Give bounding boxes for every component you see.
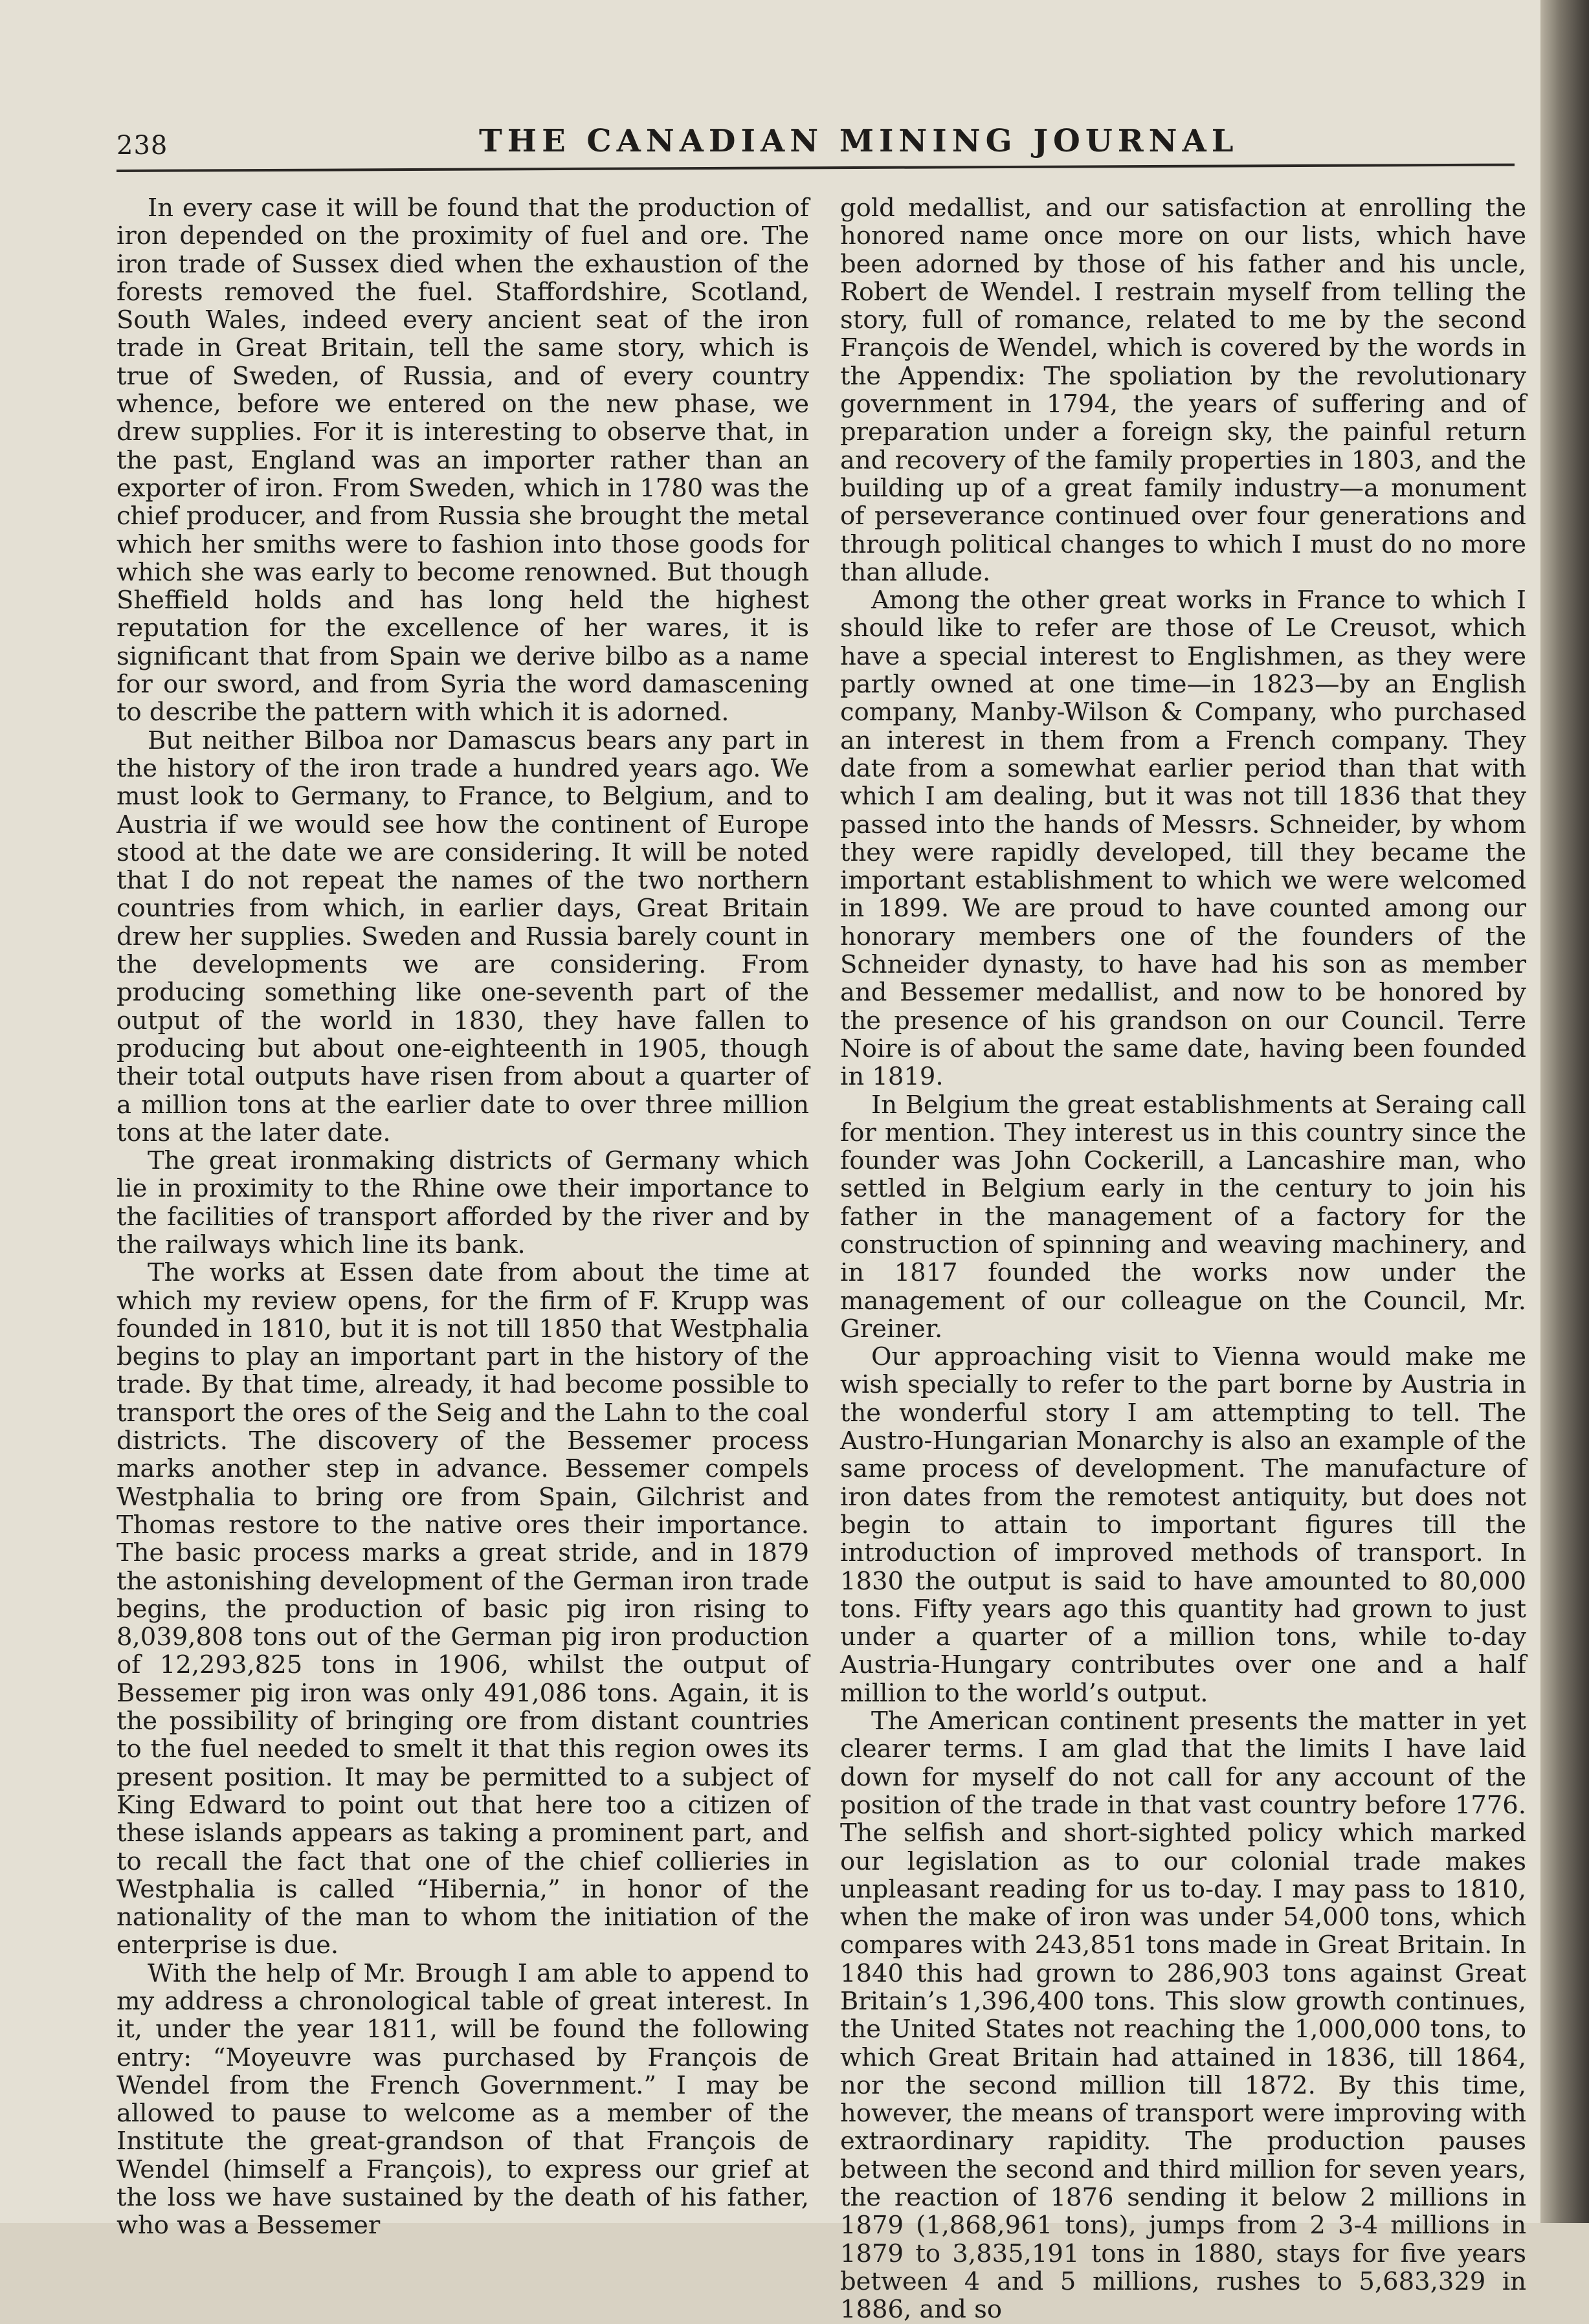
paragraph: With the help of Mr. Brough I am able to append to my address a chronological table of great interest. In it, under the year 1811, will be found the following entry: “Moyeuvre was purchased by François de Wendel from the French Government.” I may be allowed to pause to welcome as a member of the Institute the great-grandson of that François de Wendel (himself a François), to express our grief at the loss we have sustained by the death of his father, who was a Bessemer bbox=[117, 1958, 809, 2241]
book-spine-shadow bbox=[1540, 0, 1589, 2223]
paragraph: Among the other great works in France to which I should like to refer are those of Le Creusot, which have a special interest to Englishmen, as they were partly owned at one time—in 1823—by an English company, Manby-Wilson & Company, who purchased an interest in them from a French company. They date from a somewhat earlier period than that with which I am dealing, but it was not till 1836 that they passed into the hands of Messrs. Schneider, by whom they were rapidly developed, till they became the important establishment to which we were welcomed in 1899. We are proud to have counted among our honorary members one of the founders of the Schneider dynasty, to have had his son as member and Bessemer medallist, and now to be honored by the presence of his grandson on our Council. Terre Noire is of about the same date, having been founded in 1819. bbox=[840, 586, 1526, 1092]
left-column bbox=[117, 194, 809, 2240]
paragraph: The works at Essen date from about the time at which my review opens, for the firm of F. Krupp was founded in 1810, but it is not till 1850 that Westphalia begins to play an important part in the history of the trade. By that time, already, it had become possible to transport the ores of the Seig and the Lahn to the coal districts. The discovery of the Bessemer process marks another step in advance. Bessemer compels Westphalia to bring ore from Spain, Gilchrist and Thomas restore to the native ores their importance. The basic process marks a great stride, and in 1879 the astonishing development of the German iron trade begins, the production of basic pig iron rising to 8,039,808 tons out of the German pig iron production of 12,293,825 tons in 1906, whilst the output of Bessemer pig iron was only 491,086 tons. Again, it is the possibility of bringing ore from distant countries to the fuel needed to smelt it that this region owes its present position. It may be permitted to a subject of King Edward to point out that here too a citizen of these islands appears as taking a prominent part, and to recall the fact that one of the chief collieries in Westphalia is called “Hibernia,” in honor of the nationality of the man to whom the initiation of the enterprise is due. bbox=[117, 1258, 809, 1960]
paragraph: Our approaching visit to Vienna would make me wish specially to refer to the part borne by Austria in the wonderful story I am attempting to tell. The Austro-Hungarian Monarchy is also an example of the same process of development. The manufacture of iron dates from the remotest antiquity, but does not begin to attain to important figures till the introduction of improved methods of transport. In 1830 the output is said to have amounted to 80,000 tons. Fifty years ago this quantity had grown to just under a quarter of a million tons, while to-day Austria-Hungary contributes over one and a half million to the world’s output. bbox=[840, 1342, 1526, 1708]
journal-title: THE CANADIAN MINING JOURNAL bbox=[479, 123, 1239, 159]
paragraph: But neither Bilboa nor Damascus bears any part in the history of the iron trade a hundred years ago. We must look to Germany, to France, to Belgium, and to Austria if we would see how the continent of Europe stood at the date we are considering. It will be noted that I do not repeat the names of the two northern countries from which, in earlier days, Great Britain drew her supplies. Sweden and Russia barely count in the developments we are considering. From producing something like one-seventh part of the output of the world in 1830, they have fallen to producing but about one-eighteenth in 1905, though their total outputs have risen from about a quarter of a million tons at the earlier date to over three million tons at the later date. bbox=[117, 725, 809, 1147]
paragraph: gold medallist, and our satisfaction at enrolling the honored name once more on our lists, which have been adorned by those of his father and his uncle, Robert de Wendel. I restrain myself from telling the story, full of romance, related to me by the second François de Wendel, which is covered by the words in the Appendix: The spoliation by the revolutionary government in 1794, the years of suffering and of preparation under a foreign sky, the painful return and recovery of the family properties in 1803, and the building up of a great family industry—a monument of perseverance continued over four generations and through political changes to which I must do no more than allude. bbox=[840, 194, 1526, 587]
page-header bbox=[117, 123, 1508, 168]
page-number: 238 bbox=[117, 131, 168, 160]
paragraph: In every case it will be found that the production of iron depended on the proximity of fuel and ore. The iron trade of Sussex died when the exhaustion of the forests removed the fuel. Staffordshire, Scotland, South Wales, indeed every ancient seat of the iron trade in Great Britain, tell the same story, which is true of Sweden, of Russia, and of every country whence, before we entered on the new phase, we drew supplies. For it is interesting to observe that, in the past, England was an importer rather than an exporter of iron. From Sweden, which in 1780 was the chief producer, and from Russia she brought the metal which her smiths were to fashion into those goods for which she was early to become renowned. But though Sheffield holds and has long held the highest reputation for the excellence of her wares, it is significant that from Spain we derive bilbo as a name for our sword, and from Syria the word damascening to describe the pattern with which it is adorned. bbox=[117, 194, 809, 727]
paragraph: The great ironmaking districts of Germany which lie in proximity to the Rhine owe their importance to the facilities of transport afforded by the river and by the railways which line its bank. bbox=[117, 1146, 809, 1259]
paragraph: The American continent presents the matter in yet clearer terms. I am glad that the limits I have laid down for myself do not call for any account of the position of the trade in that vast country before 1776. The selfish and short-sighted policy which marked our legislation as to our colonial trade makes unpleasant reading for us to-day. I may pass to 1810, when the make of iron was under 54,000 tons, which compares with 243,851 tons made in Great Britain. In 1840 this had grown to 286,903 tons against Great Britain’s 1,396,400 tons. This slow growth continues, the United States not reaching the 1,000,000 tons, to which Great Britain had attained in 1836, till 1864, nor the second million till 1872. By this time, however, the means of transport were improving with extraordinary rapidity. The production pauses between the second and third million for seven years, the reaction of 1876 sending it below 2 millions in 1879 (1,868,961 tons), jumps from 2 3-4 millions in 1879 to 3,835,191 tons in 1880, stays for five years between 4 and 5 millions, rushes to 5,683,329 in 1886, and so bbox=[840, 1707, 1526, 2324]
right-column bbox=[840, 194, 1526, 2324]
paragraph: In Belgium the great establishments at Seraing call for mention. They interest us in this country since the founder was John Cockerill, a Lancashire man, who settled in Belgium early in the century to join his father in the management of a factory for the construction of spinning and weaving machinery, and in 1817 founded the works now under the management of our colleague on the Council, Mr. Greiner. bbox=[840, 1090, 1526, 1344]
